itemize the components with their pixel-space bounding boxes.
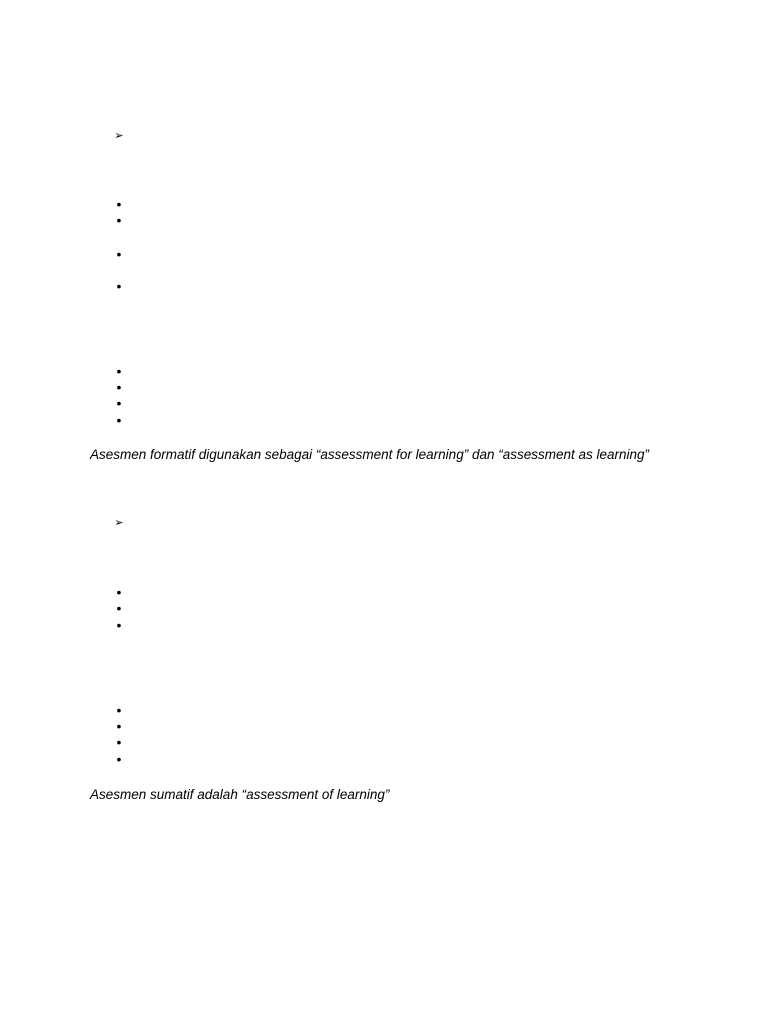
list-bullet-icon: • (116, 278, 122, 294)
arrow-bullet-icon: ➢ (114, 517, 124, 529)
list-bullet-icon: • (116, 734, 122, 750)
list-bullet-icon: • (116, 363, 122, 379)
list-bullet-icon: • (116, 600, 122, 616)
list-bullet-icon: • (116, 196, 122, 212)
list-bullet-icon: • (116, 212, 122, 228)
list-bullet-icon: • (116, 584, 122, 600)
sumatif-summary-text: Asesmen sumatif adalah “assessment of learning” (90, 787, 390, 802)
list-bullet-icon: • (116, 617, 122, 633)
list-bullet-icon: • (116, 718, 122, 734)
list-bullet-icon: • (116, 751, 122, 767)
list-bullet-icon: • (116, 379, 122, 395)
arrow-bullet-icon: ➢ (114, 130, 124, 142)
list-bullet-icon: • (116, 702, 122, 718)
list-bullet-icon: • (116, 412, 122, 428)
list-bullet-icon: • (116, 246, 122, 262)
formatif-summary-text: Asesmen formatif digunakan sebagai “assessment for learning” dan “assessment as learning” (90, 447, 650, 462)
list-bullet-icon: • (116, 395, 122, 411)
